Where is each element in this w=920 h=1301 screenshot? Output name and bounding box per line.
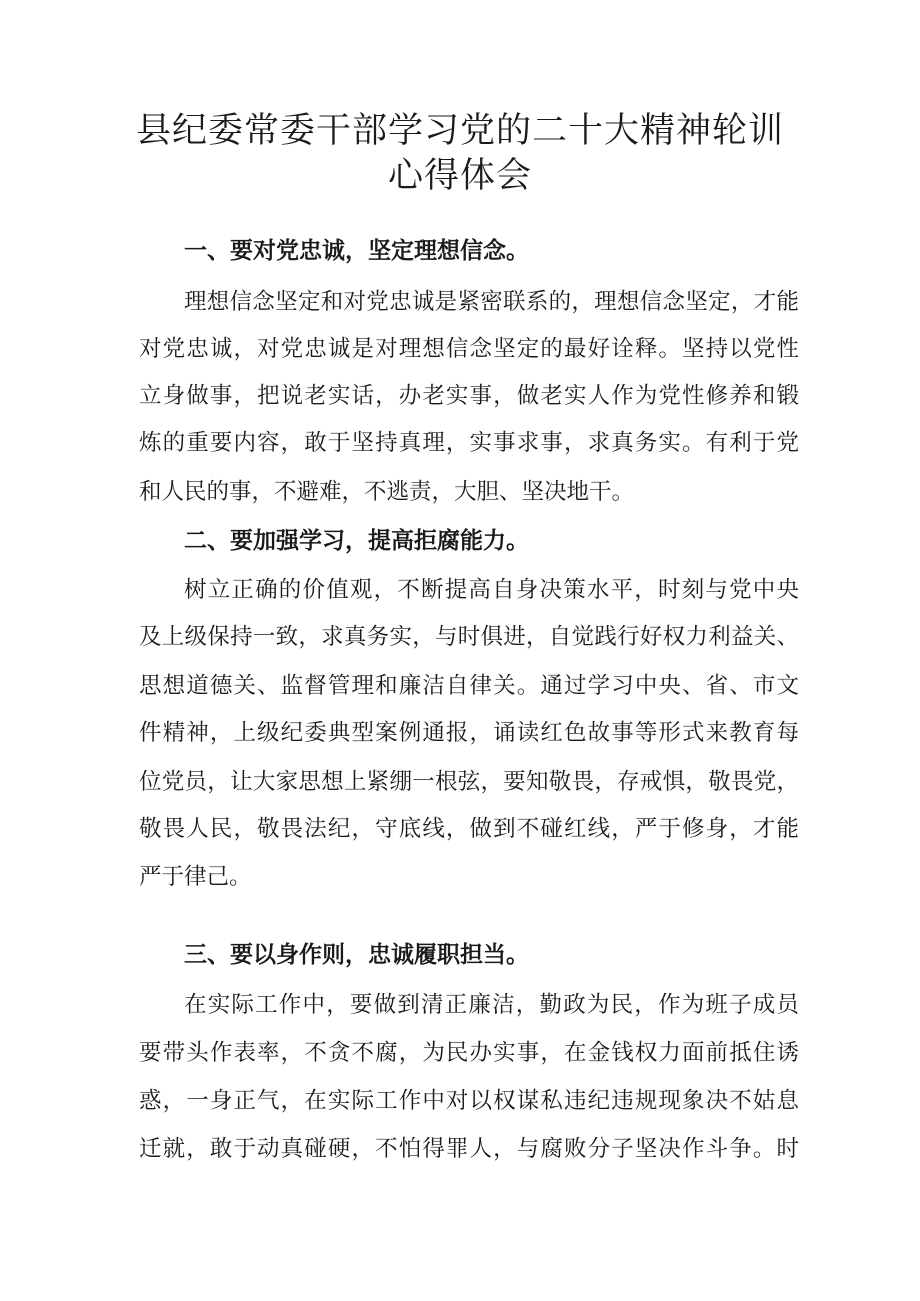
section-1-line-1: 理想信念坚定和对党忠诚是紧密联系的，理想信念坚定，才能: [184, 289, 799, 315]
section-2-line-1: 树立正确的价值观，不断提高自身决策水平，时刻与党中央: [184, 577, 799, 603]
section-2-heading: 二、要加强学习，提高拒腐能力。: [184, 528, 529, 554]
section-3-line-3: 惑，一身正气，在实际工作中对以权谋私违纪违规现象决不姑息: [139, 1088, 799, 1114]
section-2-line-2: 及上级保持一致，求真务实，与时俱进，自觉践行好权力利益关、: [139, 624, 799, 650]
section-3-line-2: 要带头作表率，不贪不腐，为民办实事，在金钱权力面前抵住诱: [139, 1040, 799, 1066]
section-3-line-1: 在实际工作中，要做到清正廉洁，勤政为民，作为班子成员: [184, 992, 799, 1018]
section-2-line-3: 思想道德关、监督管理和廉洁自律关。通过学习中央、省、市文: [139, 673, 799, 699]
section-1-line-4: 炼的重要内容，敢于坚持真理，实事求事，求真务实。有利于党: [139, 430, 799, 456]
section-3-heading: 三、要以身作则，忠诚履职担当。: [184, 942, 529, 968]
section-2-line-7: 严于律己。: [139, 864, 252, 890]
section-2-line-5: 位党员，让大家思想上紧绷一根弦，要知敬畏，存戒惧，敬畏党，: [139, 769, 799, 795]
section-1-line-2: 对党忠诚，对党忠诚是对理想信念坚定的最好诠释。坚持以党性: [139, 336, 799, 362]
document-title-line-2: 心得体会: [387, 156, 532, 196]
section-1-line-5: 和人民的事，不避难，不逃责，大胆、坚决地干。: [139, 479, 635, 505]
section-1-heading: 一、要对党忠诚，坚定理想信念。: [184, 238, 529, 264]
section-1-line-3: 立身做事，把说老实话，办老实事，做老实人作为党性修养和锻: [139, 383, 799, 409]
section-2-line-4: 件精神，上级纪委典型案例通报，诵读红色故事等形式来教育每: [139, 720, 799, 746]
section-3-line-4: 迁就，敢于动真碰硬，不怕得罪人，与腐败分子坚决作斗争。时: [139, 1136, 799, 1162]
section-2-line-6: 敬畏人民，敬畏法纪，守底线，做到不碰红线，严于修身，才能: [139, 816, 799, 842]
document-title-line-1: 县纪委常委干部学习党的二十大精神轮训: [135, 111, 784, 151]
